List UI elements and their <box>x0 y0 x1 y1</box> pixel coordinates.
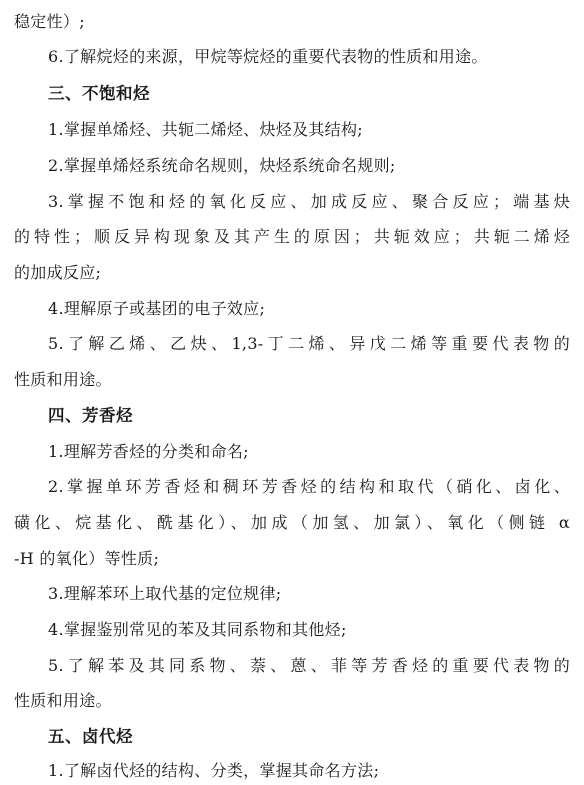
section-heading-unsaturated-hydrocarbons: 三、不饱和烃 <box>48 84 150 103</box>
list-item-unsaturated-1: 1.掌握单烯烃、共轭二烯烃、炔烃及其结构; <box>48 120 363 139</box>
list-item-aromatic-2-cont: 磺化、烷基化、酰基化）、加成（加氢、加氯）、氧化（侧链 α <box>14 513 570 532</box>
text-line-continuation: 稳定性）; <box>14 12 85 31</box>
list-item-unsaturated-3: 3.掌握不饱和烃的氧化反应、加成反应、聚合反应；端基炔 <box>48 192 570 211</box>
list-item-aromatic-2-cont2: -H 的氧化）等性质; <box>14 549 160 568</box>
list-item-aromatic-1: 1.理解芳香烃的分类和命名; <box>48 442 249 461</box>
list-item-unsaturated-4: 4.理解原子或基团的电子效应; <box>48 299 266 318</box>
section-heading-aromatic-hydrocarbons: 四、芳香烃 <box>48 406 133 425</box>
list-item-alkane-6: 6.了解烷烃的来源，甲烷等烷烃的重要代表物的性质和用途。 <box>48 47 488 66</box>
list-item-unsaturated-3-cont2: 的加成反应; <box>14 263 102 282</box>
list-item-unsaturated-2: 2.掌握单烯烃系统命名规则，炔烃系统命名规则; <box>48 156 396 175</box>
list-item-aromatic-5: 5.了解苯及其同系物、萘、蒽、菲等芳香烃的重要代表物的 <box>48 656 570 675</box>
list-item-halogenated-1: 1.了解卤代烃的结构、分类，掌握其命名方法; <box>48 761 380 780</box>
list-item-aromatic-4: 4.掌握鉴别常见的苯及其同系物和其他烃; <box>48 620 347 639</box>
list-item-unsaturated-3-cont: 的特性；顺反异构现象及其产生的原因；共轭效应；共轭二烯烃 <box>14 227 570 246</box>
list-item-aromatic-3: 3.理解苯环上取代基的定位规律; <box>48 584 282 603</box>
list-item-unsaturated-5: 5.了解乙烯、乙炔、1,3-丁二烯、异戊二烯等重要代表物的 <box>48 334 570 353</box>
list-item-aromatic-2: 2.掌握单环芳香烃和稠环芳香烃的结构和取代（硝化、卤化、 <box>48 477 570 496</box>
list-item-unsaturated-5-cont: 性质和用途。 <box>14 370 112 389</box>
section-heading-halogenated-hydrocarbons: 五、卤代烃 <box>48 727 133 746</box>
list-item-aromatic-5-cont: 性质和用途。 <box>14 691 112 710</box>
